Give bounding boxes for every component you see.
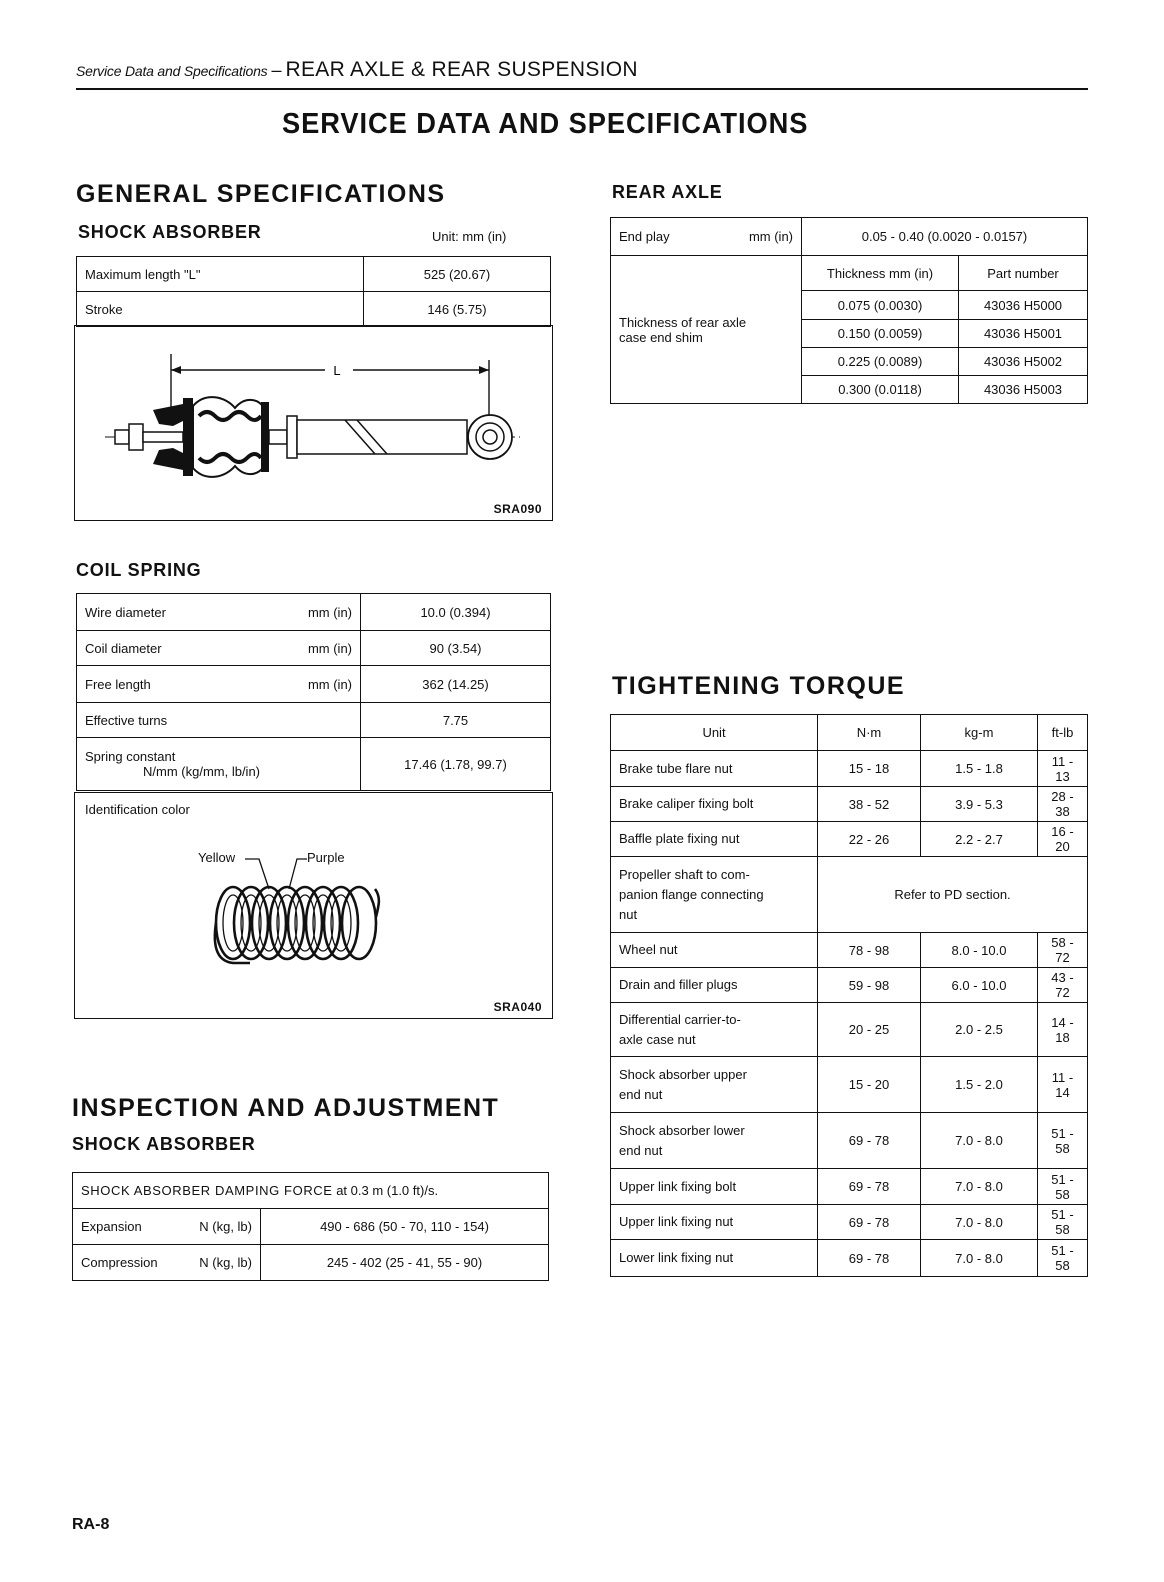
header-section-caps: REAR AXLE & REAR SUSPENSION [285,58,638,81]
torque-item-line: Differential carrier-to- [619,1011,741,1027]
shock-absorber-table [76,256,551,327]
general-specifications-heading: GENERAL SPECIFICATIONS [76,180,446,208]
table-row [611,822,1088,857]
table-row [611,1205,1088,1240]
torque-item-label [611,1169,818,1205]
spec-label: Spring constant [85,749,176,764]
table-row [611,933,1088,968]
torque-item-line: Shock absorber upper [619,1066,747,1082]
torque-nm-value: 15 - 20 [818,1057,921,1113]
damping-value: 490 - 686 (50 - 70, 110 - 154) [261,1209,549,1245]
shim-thickness: 0.300 (0.0118) [802,376,959,404]
spec-label-cell [77,666,361,703]
torque-kgm-value: 6.0 - 10.0 [921,968,1038,1003]
color-purple-label: Purple [307,850,345,865]
spec-unit: mm (in) [307,640,352,656]
torque-nm-value: 20 - 25 [818,1003,921,1057]
table-row [77,594,551,631]
table-row [611,256,1088,291]
torque-ftlb-value: 43 - 72 [1038,968,1088,1003]
running-header [76,58,638,82]
torque-column-header: Unit [611,715,818,751]
damping-unit: N (kg, lb) [199,1219,252,1234]
torque-nm-value: 69 - 78 [818,1205,921,1240]
table-row [611,1169,1088,1205]
damping-title-cell [73,1173,549,1209]
torque-item-label [611,933,818,968]
shim-part-number: 43036 H5003 [959,376,1088,404]
rear-axle-heading: REAR AXLE [612,182,723,202]
torque-item-line: axle case nut [619,1031,696,1047]
table-row [77,631,551,666]
torque-kgm-value: 7.0 - 8.0 [921,1113,1038,1169]
spec-value: 17.46 (1.78, 99.7) [361,738,551,791]
page-number: RA-8 [72,1516,110,1533]
shim-part-number: 43036 H5002 [959,348,1088,376]
page-title: SERVICE DATA AND SPECIFICATIONS [282,108,809,140]
spec-label-cell [77,703,361,738]
torque-item-label [611,1003,818,1057]
torque-kgm-value: 2.0 - 2.5 [921,1003,1038,1057]
torque-nm-value: 15 - 18 [818,751,921,787]
shim-part-number: 43036 H5000 [959,291,1088,320]
torque-nm-value: 78 - 98 [818,933,921,968]
torque-ftlb-value: 51 - 58 [1038,1240,1088,1277]
shim-part-number: 43036 H5001 [959,320,1088,348]
table-row [611,968,1088,1003]
torque-item-line: Brake caliper fixing bolt [619,796,754,811]
table-row [611,1057,1088,1113]
table-row [611,751,1088,787]
torque-nm-value: 69 - 78 [818,1113,921,1169]
rear-axle-table [610,217,1088,404]
torque-column-header: N·m [818,715,921,751]
spring-figure-code: SRA040 [493,1000,542,1014]
inspection-shock-heading: SHOCK ABSORBER [72,1134,256,1154]
spec-label-cell [77,631,361,666]
torque-ftlb-value: 51 - 58 [1038,1205,1088,1240]
spec-label: Effective turns [85,712,168,728]
shock-absorber-drawing [75,326,551,518]
header-dash: – [271,60,282,80]
spec-label: Wire diameter [85,604,166,620]
part-column-header: Part number [959,256,1088,291]
torque-nm-value: 69 - 78 [818,1240,921,1277]
torque-item-line: panion flange connecting [619,886,764,902]
shim-label-cell [611,256,802,404]
spec-label: Coil diameter [85,640,162,656]
shock-absorber-figure [74,325,553,521]
torque-ftlb-value: 28 - 38 [1038,787,1088,822]
damping-force-table [72,1172,549,1281]
damping-title: SHOCK ABSORBER DAMPING FORCE [81,1183,333,1198]
spec-unit: N/mm (kg/mm, lb/in) [143,764,260,779]
shock-absorber-heading: SHOCK ABSORBER [78,222,262,242]
torque-item-label [611,1057,818,1113]
torque-kgm-value: 8.0 - 10.0 [921,933,1038,968]
end-play-label: End play [619,229,670,244]
table-row [611,1240,1088,1277]
spec-unit: mm (in) [307,676,352,692]
spec-value: 7.75 [361,703,551,738]
torque-kgm-value: 1.5 - 1.8 [921,751,1038,787]
torque-item-line: Propeller shaft to com- [619,866,750,882]
table-row [611,1113,1088,1169]
torque-item-line: Baffle plate fixing nut [619,831,740,846]
torque-merged-note: Refer to PD section. [818,857,1088,933]
spec-label: Maximum length "L" [77,257,364,292]
torque-item-label [611,822,818,857]
spec-label: Stroke [77,292,364,327]
table-row [77,738,551,791]
torque-item-label [611,1113,818,1169]
torque-item-line: Upper link fixing nut [619,1214,734,1229]
header-rule [76,88,1088,90]
torque-item-line: end nut [619,1086,663,1102]
torque-item-line: Wheel nut [619,942,678,957]
torque-ftlb-value: 16 - 20 [1038,822,1088,857]
damping-value: 245 - 402 (25 - 41, 55 - 90) [261,1245,549,1281]
torque-item-line: Lower link fixing nut [619,1250,734,1265]
torque-header-row [611,715,1088,751]
torque-item-label [611,968,818,1003]
spec-value: 362 (14.25) [361,666,551,703]
shim-thickness: 0.225 (0.0089) [802,348,959,376]
table-row [611,218,1088,256]
coil-spring-drawing [75,793,551,1017]
shim-thickness: 0.075 (0.0030) [802,291,959,320]
table-row [611,857,1088,933]
torque-item-line: Drain and filler plugs [619,977,738,992]
damping-label: Compression [81,1255,158,1270]
torque-ftlb-value: 11 - 13 [1038,751,1088,787]
torque-ftlb-value: 14 - 18 [1038,1003,1088,1057]
table-row [77,292,551,327]
damping-suffix: at 0.3 m (1.0 ft)/s. [336,1183,439,1198]
spec-label-cell [77,738,361,791]
torque-item-line: end nut [619,1142,663,1158]
table-row [77,666,551,703]
torque-item-line: Upper link fixing bolt [619,1178,737,1194]
shim-label-line2: case end shim [619,329,703,345]
torque-ftlb-value: 51 - 58 [1038,1113,1088,1169]
torque-column-header: ft-lb [1038,715,1088,751]
damping-label-cell [73,1209,261,1245]
torque-item-label [611,787,818,822]
torque-kgm-value: 7.0 - 8.0 [921,1240,1038,1277]
dimension-l-label: L [333,363,341,378]
damping-label: Expansion [81,1219,142,1234]
torque-kgm-value: 1.5 - 2.0 [921,1057,1038,1113]
identification-color-label: Identification color [85,802,190,817]
coil-spring-table [76,593,551,791]
table-row [611,787,1088,822]
end-play-value: 0.05 - 0.40 (0.0020 - 0.0157) [802,218,1088,256]
spec-value: 146 (5.75) [364,292,551,327]
table-row [611,1003,1088,1057]
spec-value: 525 (20.67) [364,257,551,292]
torque-nm-value: 38 - 52 [818,787,921,822]
torque-kgm-value: 7.0 - 8.0 [921,1169,1038,1205]
end-play-unit: mm (in) [748,229,793,244]
torque-kgm-value: 2.2 - 2.7 [921,822,1038,857]
torque-ftlb-value: 58 - 72 [1038,933,1088,968]
spec-unit: mm (in) [307,604,352,620]
torque-ftlb-value: 11 - 14 [1038,1057,1088,1113]
table-row [73,1209,549,1245]
torque-kgm-value: 7.0 - 8.0 [921,1205,1038,1240]
spec-value: 90 (3.54) [361,631,551,666]
torque-item-line: nut [619,906,638,922]
shim-label-line1: Thickness of rear axle [619,314,747,330]
torque-item-line: Brake tube flare nut [619,760,733,776]
torque-nm-value: 22 - 26 [818,822,921,857]
torque-item-line: Shock absorber lower [619,1122,745,1138]
torque-item-label [611,1205,818,1240]
color-yellow-label: Yellow [198,850,236,865]
torque-nm-value: 69 - 78 [818,1169,921,1205]
shim-thickness: 0.150 (0.0059) [802,320,959,348]
inspection-heading: INSPECTION AND ADJUSTMENT [72,1094,500,1122]
shock-figure-code: SRA090 [493,502,542,516]
torque-kgm-value: 3.9 - 5.3 [921,787,1038,822]
spec-label: Free length [85,676,151,692]
spec-label-cell [77,594,361,631]
header-section-italic: Service Data and Specifications [76,63,268,79]
torque-nm-value: 59 - 98 [818,968,921,1003]
coil-spring-figure [74,792,553,1019]
coil-spring-heading: COIL SPRING [76,560,202,580]
spec-value: 10.0 (0.394) [361,594,551,631]
table-row [73,1245,549,1281]
torque-column-header: kg-m [921,715,1038,751]
torque-ftlb-value: 51 - 58 [1038,1169,1088,1205]
tightening-torque-heading: TIGHTENING TORQUE [612,672,906,700]
torque-item-label [611,751,818,787]
table-row [73,1173,549,1209]
shock-absorber-unit: Unit: mm (in) [432,229,507,244]
table-row [77,703,551,738]
thickness-column-header: Thickness mm (in) [802,256,959,291]
table-row [77,257,551,292]
end-play-label-cell [611,218,802,256]
torque-item-label [611,1240,818,1277]
damping-unit: N (kg, lb) [199,1255,252,1270]
damping-label-cell [73,1245,261,1281]
torque-item-label [611,857,818,933]
tightening-torque-table [610,714,1088,1277]
